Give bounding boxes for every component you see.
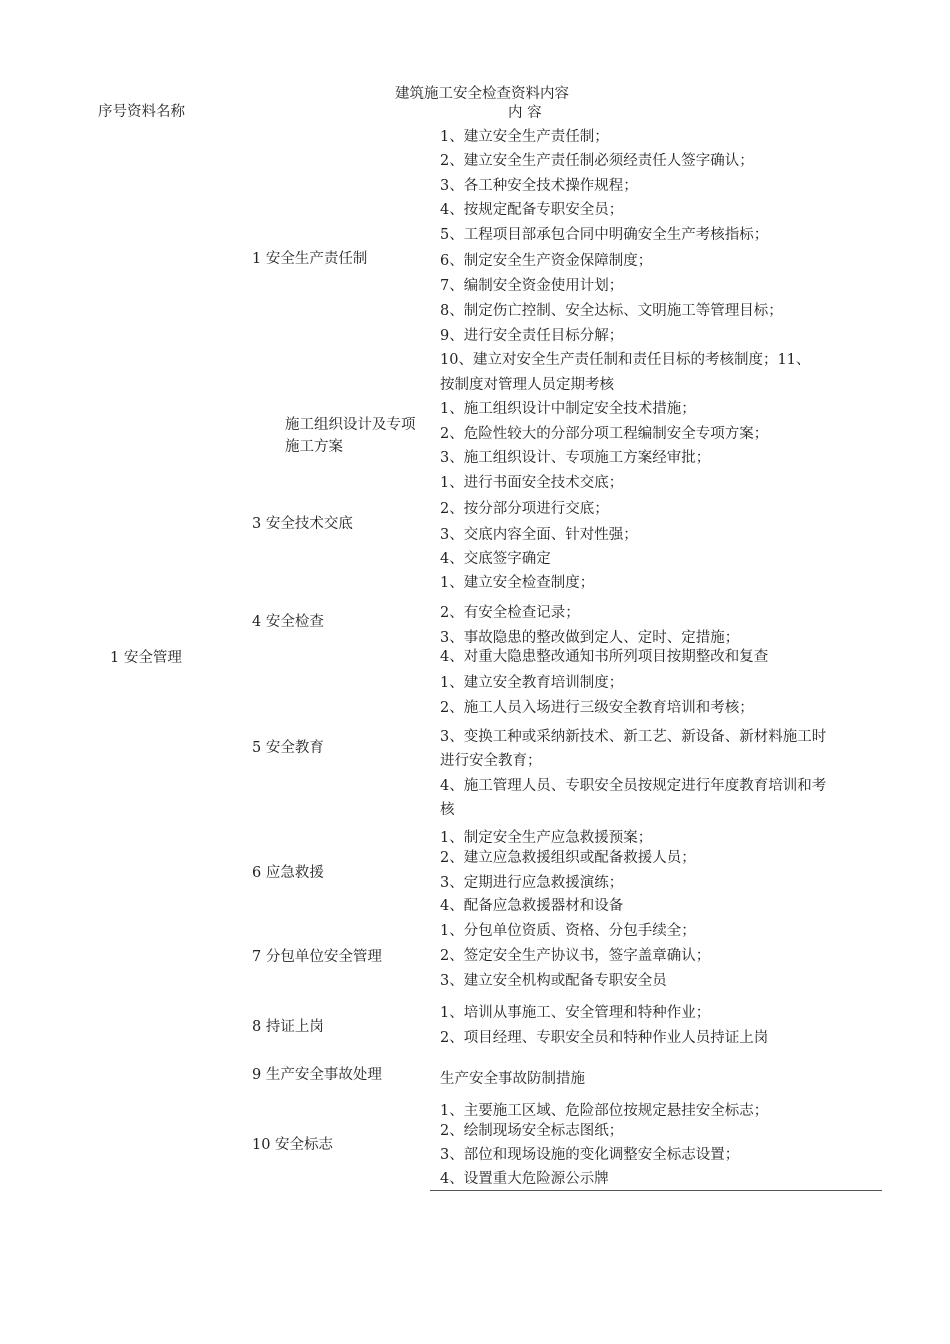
list-item: 按制度对管理人员定期考核 <box>440 377 614 393</box>
section-label: 施工组织设计及专项施工方案 <box>285 417 416 455</box>
section-label: 3 安全技术交底 <box>252 516 353 532</box>
list-item: 3、部位和现场设施的变化调整安全标志设置； <box>440 1147 740 1163</box>
list-item: 核 <box>440 802 455 818</box>
list-item: 1、施工组织设计中制定安全技术措施； <box>440 401 696 417</box>
list-item: 生产安全事故防制措施 <box>440 1071 585 1087</box>
list-item: 4、设置重大危险源公示牌 <box>440 1171 609 1187</box>
list-item: 7、编制安全资金使用计划； <box>440 278 624 294</box>
list-item: 6、制定安全生产资金保障制度； <box>440 253 653 269</box>
section-label: 4 安全检查 <box>252 614 324 630</box>
section-label: 1 安全生产责任制 <box>252 251 368 267</box>
list-item: 5、工程项目部承包合同中明确安全生产考核指标； <box>440 227 769 243</box>
list-item: 4、交底签字确定 <box>440 551 551 567</box>
list-item: 2、按分部分项进行交底； <box>440 501 609 517</box>
list-item: 进行安全教育； <box>440 753 542 769</box>
list-item: 1、分包单位资质、资格、分包手续全； <box>440 923 696 939</box>
list-item: 4、配备应急救援器材和设备 <box>440 898 624 914</box>
list-item: 3、各工种安全技术操作规程； <box>440 178 638 194</box>
list-item: 4、对重大隐患整改通知书所列项目按期整改和复查 <box>440 649 769 665</box>
list-item: 2、施工人员入场进行三级安全教育培训和考核； <box>440 700 754 716</box>
section-label: 7 分包单位安全管理 <box>252 949 382 965</box>
list-item: 1、建立安全生产责任制； <box>440 129 609 145</box>
list-item: 1、进行书面安全技术交底； <box>440 475 624 491</box>
list-item: 10、建立对安全生产责任制和责任目标的考核制度；11、 <box>440 352 811 368</box>
list-item: 2、项目经理、专职安全员和特种作业人员持证上岗 <box>440 1030 769 1046</box>
list-item: 2、建立应急救援组织或配备救援人员； <box>440 850 696 866</box>
list-item: 3、施工组织设计、专项施工方案经审批； <box>440 450 711 466</box>
document-title: 建筑施工安全检查资料内容 <box>395 86 569 102</box>
list-item: 3、建立安全机构或配备专职安全员 <box>440 973 667 989</box>
list-item: 4、施工管理人员、专职安全员按规定进行年度教育培训和考 <box>440 778 827 794</box>
section-label: 8 持证上岗 <box>252 1019 324 1035</box>
list-item: 2、绘制现场安全标志图纸； <box>440 1123 624 1139</box>
list-item: 1、制定安全生产应急救援预案； <box>440 830 653 846</box>
list-item: 8、制定伤亡控制、安全达标、文明施工等管理目标； <box>440 303 783 319</box>
list-item: 2、危险性较大的分部分项工程编制安全专项方案； <box>440 426 769 442</box>
list-item: 3、交底内容全面、针对性强； <box>440 527 638 543</box>
list-item: 2、签定安全生产协议书，签字盖章确认； <box>440 948 711 964</box>
list-item: 1、建立安全教育培训制度； <box>440 675 624 691</box>
list-item: 1、主要施工区域、危险部位按规定悬挂安全标志； <box>440 1103 769 1119</box>
list-item: 1、建立安全检查制度； <box>440 575 595 591</box>
list-item: 3、变换工种或采纳新技术、新工艺、新设备、新材料施工时 <box>440 729 827 745</box>
table-bottom-rule <box>430 1190 882 1191</box>
list-item: 4、按规定配备专职安全员； <box>440 202 624 218</box>
column-header-name: 序号资料名称 <box>98 104 185 120</box>
list-item: 1、培训从事施工、安全管理和特种作业； <box>440 1005 711 1021</box>
list-item: 3、事故隐患的整改做到定人、定时、定措施； <box>440 630 740 646</box>
category-label: 1 安全管理 <box>110 650 182 666</box>
list-item: 2、有安全检查记录； <box>440 605 580 621</box>
column-header-content: 内 容 <box>508 105 542 121</box>
list-item: 9、进行安全责任目标分解； <box>440 328 624 344</box>
section-label: 9 生产安全事故处理 <box>252 1067 382 1083</box>
list-item: 3、定期进行应急救援演练； <box>440 875 624 891</box>
section-label: 5 安全教育 <box>252 740 324 756</box>
section-label: 10 安全标志 <box>252 1137 334 1153</box>
section-label: 6 应急救援 <box>252 865 324 881</box>
list-item: 2、建立安全生产责任制必须经责任人签字确认； <box>440 153 754 169</box>
